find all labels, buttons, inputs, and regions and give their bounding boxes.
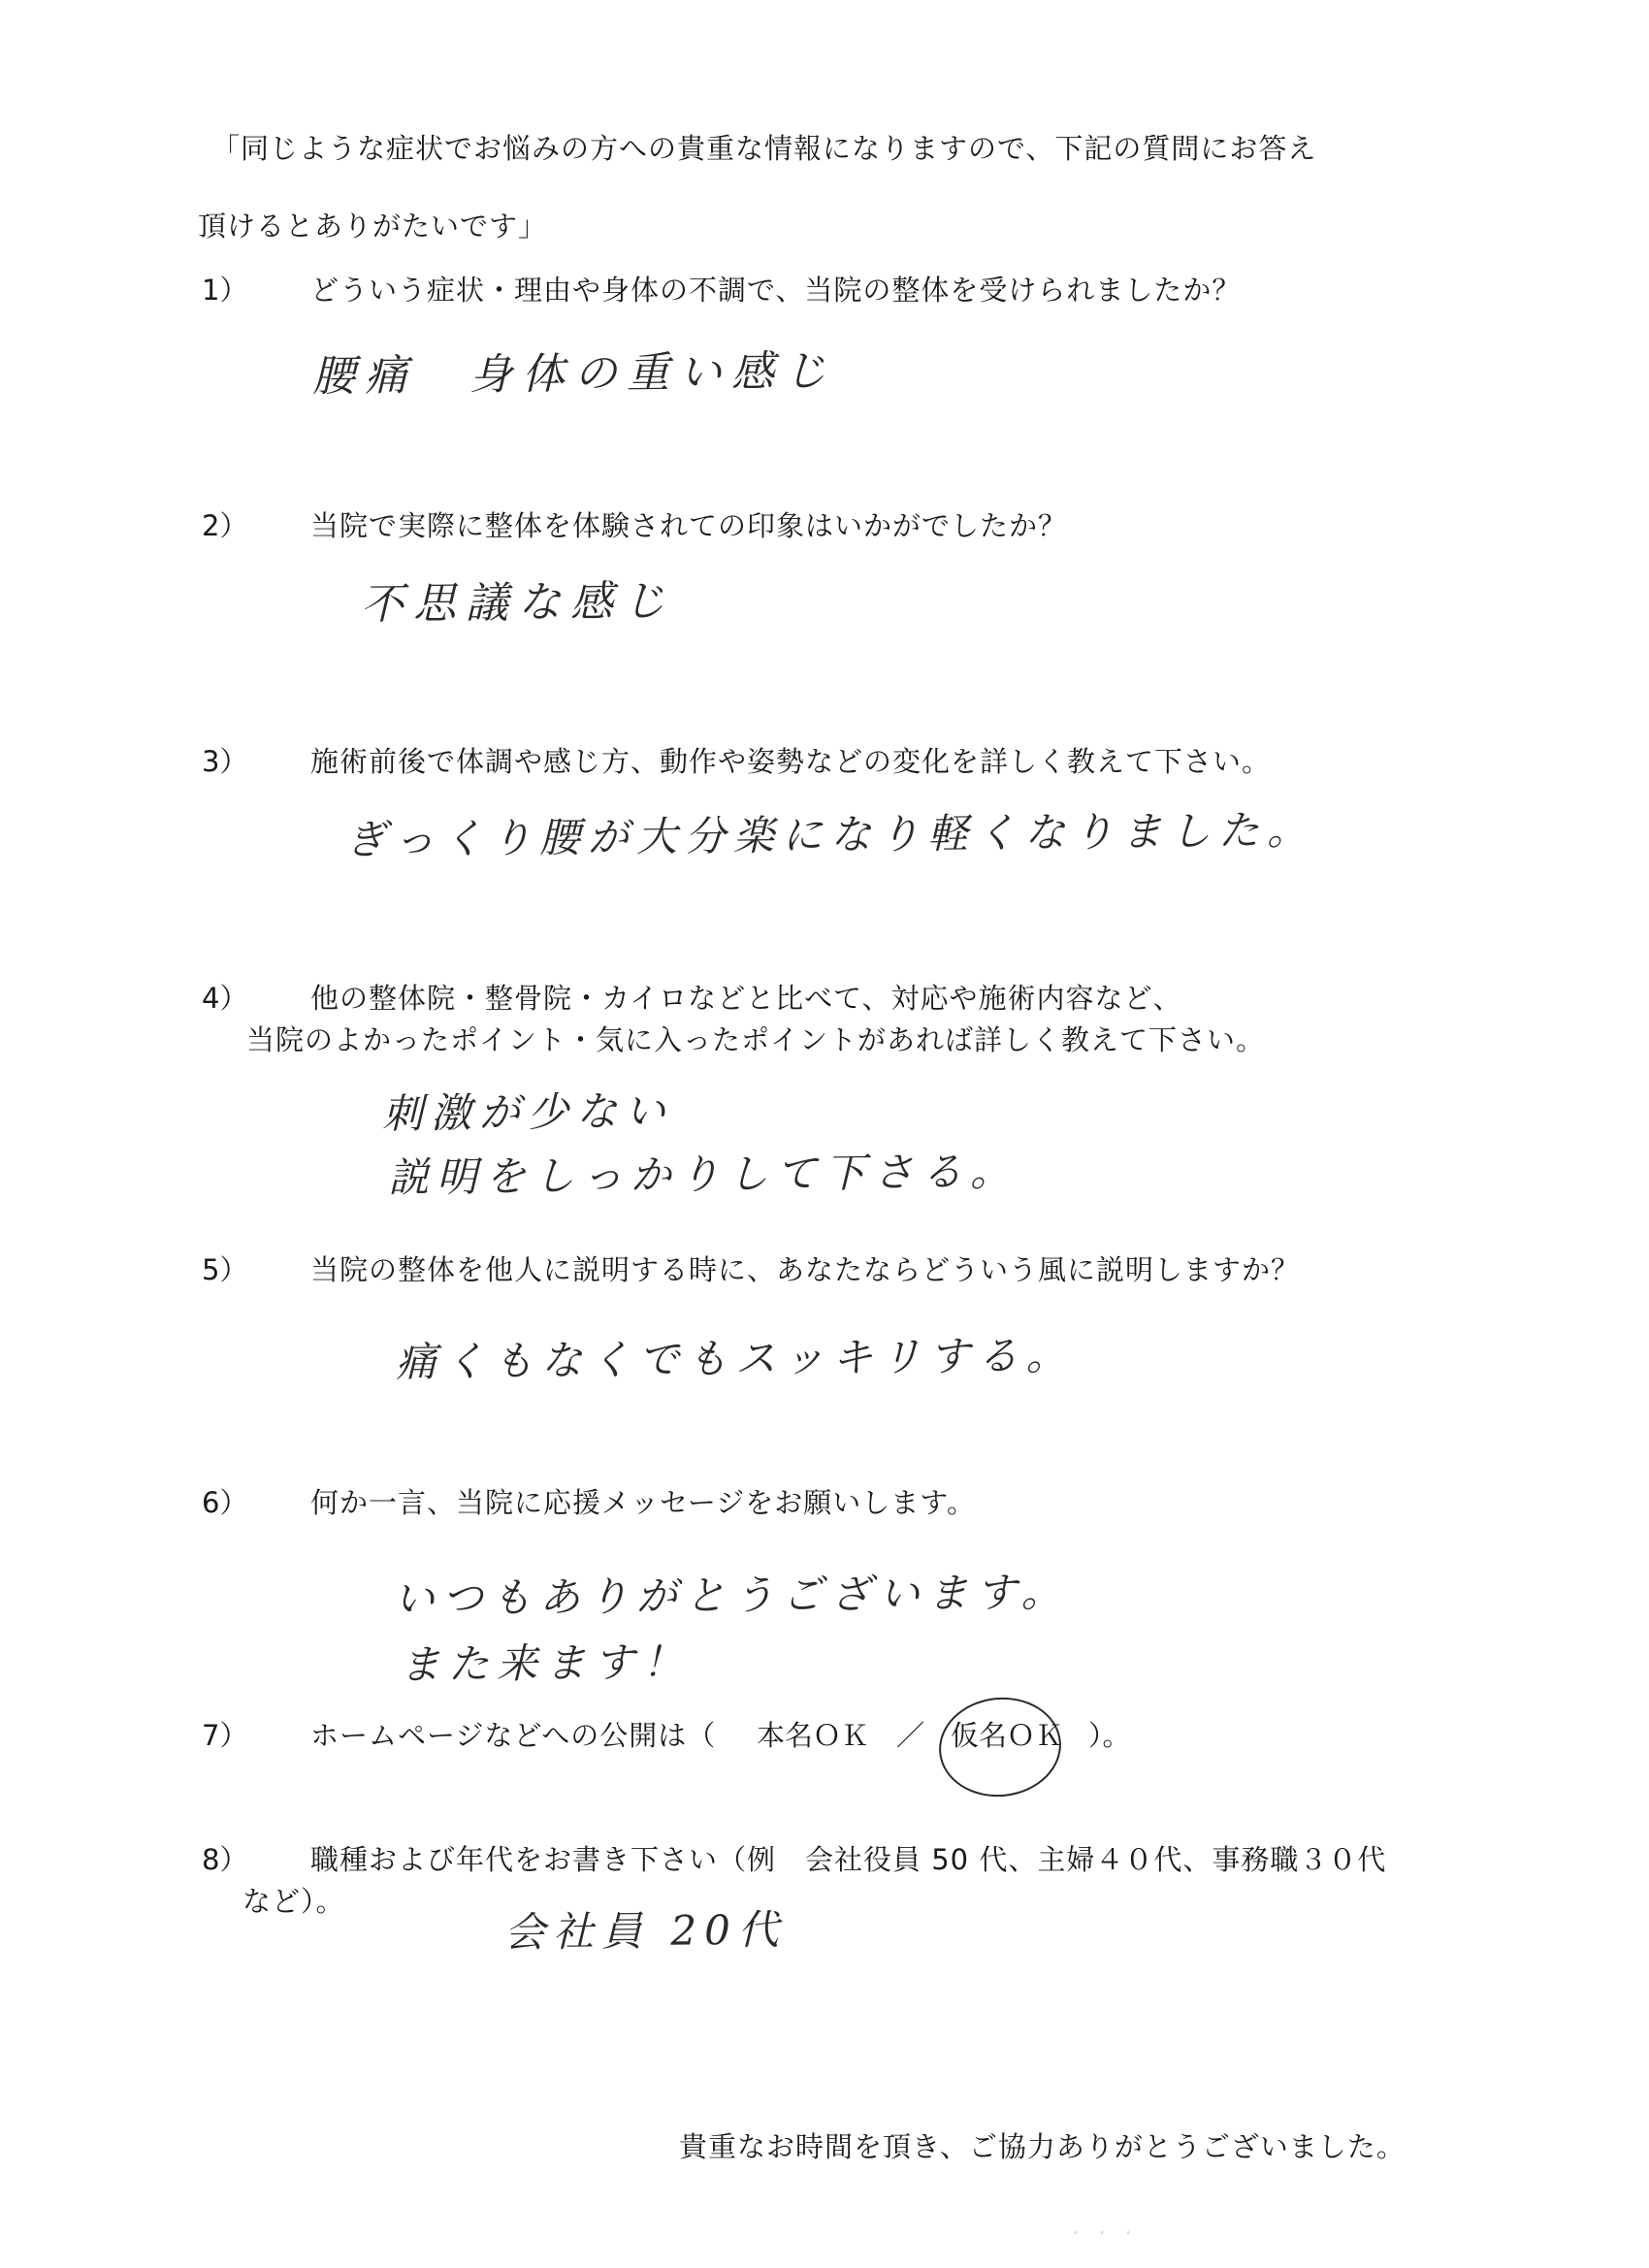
question-8-text-line-2: など）。 [242, 1885, 345, 1918]
question-1-number: 1） [202, 274, 248, 307]
intro-line-1: 「同じような症状でお悩みの方への貴重な情報になりますので、下記の質問にお答え [211, 132, 1317, 165]
answer-4-handwritten-line-1: 刺激が少ない [381, 1086, 674, 1138]
question-4-text-line-2: 当院のよかったポイント・気に入ったポイントがあれば詳しく教えて下さい。 [246, 1023, 1266, 1056]
question-6-text: 何か一言、当院に応援メッセージをお願いします。 [310, 1486, 976, 1519]
question-2-text: 当院で実際に整体を体験されての印象はいかがでしたか？ [310, 509, 1068, 542]
question-4-number: 4） [202, 982, 248, 1015]
answer-8-handwritten: 会社員 20代 [503, 1905, 788, 1957]
question-3-text: 施術前後で体調や感じ方、動作や姿勢などの変化を詳しく教えて下さい。 [310, 745, 1272, 778]
option-real-name-ok: 本名ＯＫ [757, 1719, 870, 1752]
question-7-text: ホームページなどへの公開は（ [310, 1719, 717, 1752]
answer-3-handwritten: ぎっくり腰が大分楽になり軽くなりました。 [344, 805, 1316, 864]
closing-thanks: 貴重なお時間を頂き、ご協力ありがとうございました。 [679, 2130, 1406, 2163]
answer-2-handwritten: 不思議な感じ [360, 576, 676, 630]
question-8-text: 職種および年代をお書き下さい（例 会社役員 50 代、主婦４０代、事務職３０代 [310, 1843, 1387, 1876]
answer-4-handwritten-line-2: 説明をしっかりして下さる。 [387, 1147, 1019, 1202]
question-4-text: 他の整体院・整骨院・カイロなどと比べて、対応や施術内容など、 [310, 982, 1182, 1015]
answer-5-handwritten: 痛くもなくでもスッキリする。 [395, 1331, 1075, 1386]
question-7-number: 7） [202, 1719, 248, 1752]
option-close-paren: ）。 [1088, 1719, 1131, 1752]
question-8-number: 8） [202, 1843, 248, 1876]
circled-selection-mark [934, 1692, 1066, 1803]
answer-6-handwritten-line-1: いつもありがとうございます。 [393, 1568, 1070, 1623]
question-5-number: 5） [202, 1253, 248, 1286]
question-6-number: 6） [202, 1486, 248, 1519]
faint-bleed-through-mark: · · · [1072, 2219, 1139, 2247]
question-1-text: どういう症状・理由や身体の不調で、当院の整体を受けられましたか？ [310, 274, 1242, 307]
question-2-number: 2） [202, 509, 248, 542]
question-3-number: 3） [202, 745, 248, 778]
intro-line-2: 頂けるとありがたいです」 [198, 210, 548, 243]
option-alias-ok: 仮名ＯＫ [951, 1719, 1064, 1752]
answer-1-handwritten: 腰痛 身体の重い感じ [311, 346, 837, 402]
question-5-text: 当院の整体を他人に説明する時に、あなたならどういう風に説明しますか？ [310, 1253, 1301, 1286]
answer-6-handwritten-line-2: また来ます！ [399, 1637, 692, 1689]
option-separator: ／ [896, 1719, 925, 1752]
